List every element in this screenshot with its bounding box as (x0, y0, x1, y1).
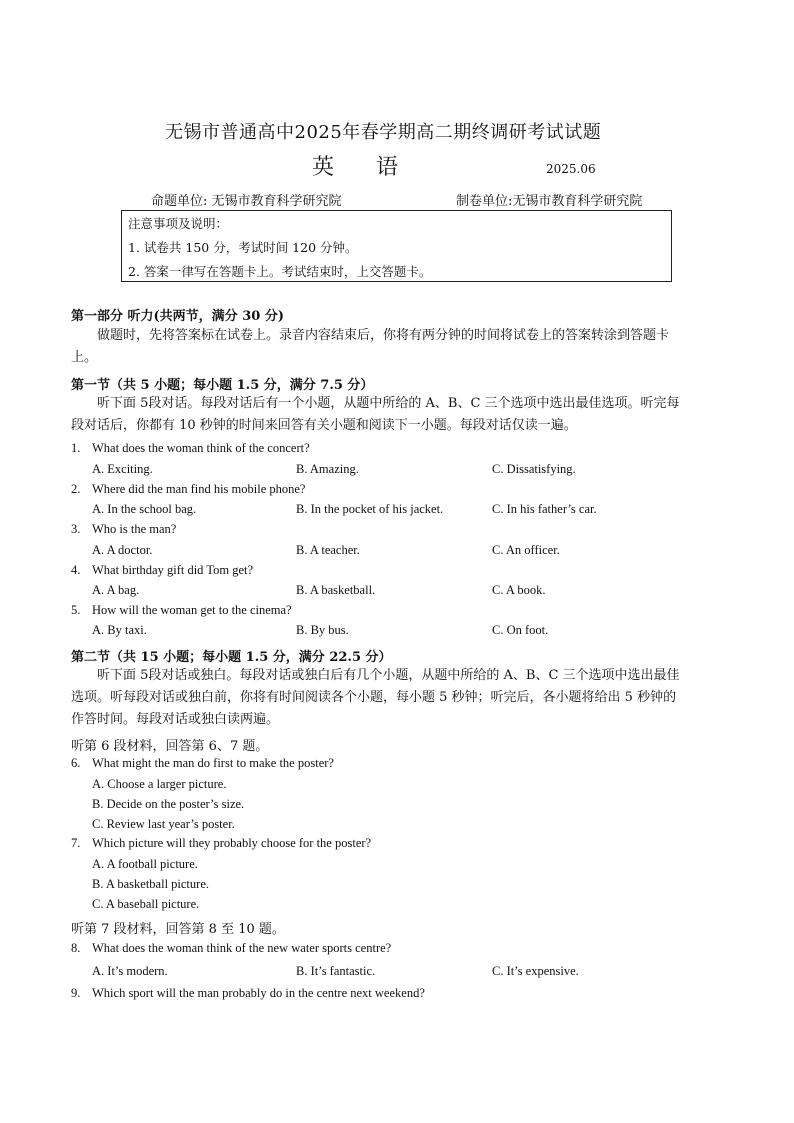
question-stem: What birthday gift did Tom get? (92, 563, 254, 577)
material-lead-6: 听第 6 段材料，回答第 6、7 题。 (71, 739, 269, 754)
question-stem: What might the man do first to make the poster? (92, 756, 334, 770)
option-c: C. On foot. (492, 623, 549, 637)
question-number: 7. (71, 836, 81, 850)
option-c: C. A book. (492, 583, 546, 597)
option-c: C. Review last year’s poster. (92, 817, 235, 831)
material-lead-7: 听第 7 段材料，回答第 8 至 10 题。 (71, 922, 285, 937)
subject-char-2: 语 (376, 155, 401, 180)
option-c: C. Dissatisfying. (492, 462, 576, 476)
option-a: A. A football picture. (92, 857, 198, 871)
subject-char-1: 英 (312, 155, 337, 180)
question-number: 1. (71, 441, 81, 455)
maker-unit: 制卷单位:无锡市教育科学研究院 (456, 194, 643, 209)
question-stem: Which sport will the man probably do in the centre next weekend? (92, 986, 425, 1000)
option-b: B. Decide on the poster’s size. (92, 797, 245, 811)
option-a: A. Choose a larger picture. (92, 777, 227, 791)
option-a: A. Exciting. (92, 462, 153, 476)
subject-title (312, 150, 400, 181)
option-b: B. A basketball picture. (92, 877, 209, 891)
notice-heading: 注意事项及说明： (128, 216, 229, 231)
question-number: 3. (71, 522, 81, 536)
option-c: C. In his father’s car. (492, 502, 597, 516)
option-c: C. An officer. (492, 543, 560, 557)
option-a: A. It’s modern. (92, 964, 168, 978)
section1-title: 第一节（共 5 小题；每小题 1.5 分，满分 7.5 分） (71, 378, 374, 393)
section2-intro-line-2: 选项。听每段对话或独白前，你将有时间阅读各个小题，每小题 5 秒钟；听完后，各小题将给出 5 秒钟的 (71, 690, 677, 705)
question-number: 5. (71, 603, 81, 617)
notice-item-2: 2. 答案一律写在答题卡上。考试结束时，上交答题卡。 (128, 264, 432, 279)
option-b: B. Amazing. (296, 462, 359, 476)
option-a: A. In the school bag. (92, 502, 197, 516)
section1-intro-line-2: 段对话后，你都有 10 秒钟的时间来回答有关小题和阅读下一小题。每段对话仅读一遍。 (71, 418, 577, 433)
question-number: 4. (71, 563, 81, 577)
exam-title: 无锡市普通高中2025年春学期高二期终调研考试试题 (165, 122, 602, 143)
notice-box (121, 210, 672, 282)
option-a: A. By taxi. (92, 623, 147, 637)
question-stem: Which picture will they probably choose for the poster? (92, 836, 372, 850)
question-stem: What does the woman think of the new water sports centre? (92, 941, 392, 955)
question-number: 6. (71, 756, 81, 770)
section2-intro-line-3: 作答时间。每段对话或独白读两遍。 (71, 712, 280, 727)
option-b: B. By bus. (296, 623, 349, 637)
notice-item-1: 1. 试卷共 150 分，考试时间 120 分钟。 (128, 240, 358, 255)
setter-unit: 命题单位: 无锡市教育科学研究院 (151, 194, 342, 209)
option-b: B. It’s fantastic. (296, 964, 376, 978)
question-number: 2. (71, 482, 81, 496)
question-stem: How will the woman get to the cinema? (92, 603, 292, 617)
part1-title: 第一部分 听力(共两节，满分 30 分) (71, 309, 284, 324)
question-number: 9. (71, 986, 81, 1000)
question-stem: Who is the man? (92, 522, 177, 536)
option-c: C. It’s expensive. (492, 964, 579, 978)
question-stem: What does the woman think of the concert? (92, 441, 310, 455)
section1-intro-line-1: 听下面 5段对话。每段对话后有一个小题，从题中所给的 A、B、C 三个选项中选出最佳选项。听完每 (97, 396, 680, 411)
part1-intro-line-1: 做题时，先将答案标在试卷上。录音内容结束后，你将有两分钟的时间将试卷上的答案转涂到答题卡 (97, 328, 670, 343)
option-b: B. In the pocket of his jacket. (296, 502, 444, 516)
question-stem: Where did the man find his mobile phone? (92, 482, 306, 496)
question-number: 8. (71, 941, 81, 955)
option-b: B. A teacher. (296, 543, 360, 557)
exam-date: 2025.06 (546, 162, 596, 176)
option-a: A. A bag. (92, 583, 140, 597)
option-c: C. A baseball picture. (92, 897, 200, 911)
part1-intro-line-2: 上。 (71, 350, 98, 365)
section2-title: 第二节（共 15 小题；每小题 1.5 分，满分 22.5 分） (71, 650, 392, 665)
section2-intro-line-1: 听下面 5段对话或独白。每段对话或独白后有几个小题，从题中所给的 A、B、C 三个选项中选出最佳 (97, 668, 680, 683)
option-a: A. A doctor. (92, 543, 153, 557)
option-b: B. A basketball. (296, 583, 376, 597)
